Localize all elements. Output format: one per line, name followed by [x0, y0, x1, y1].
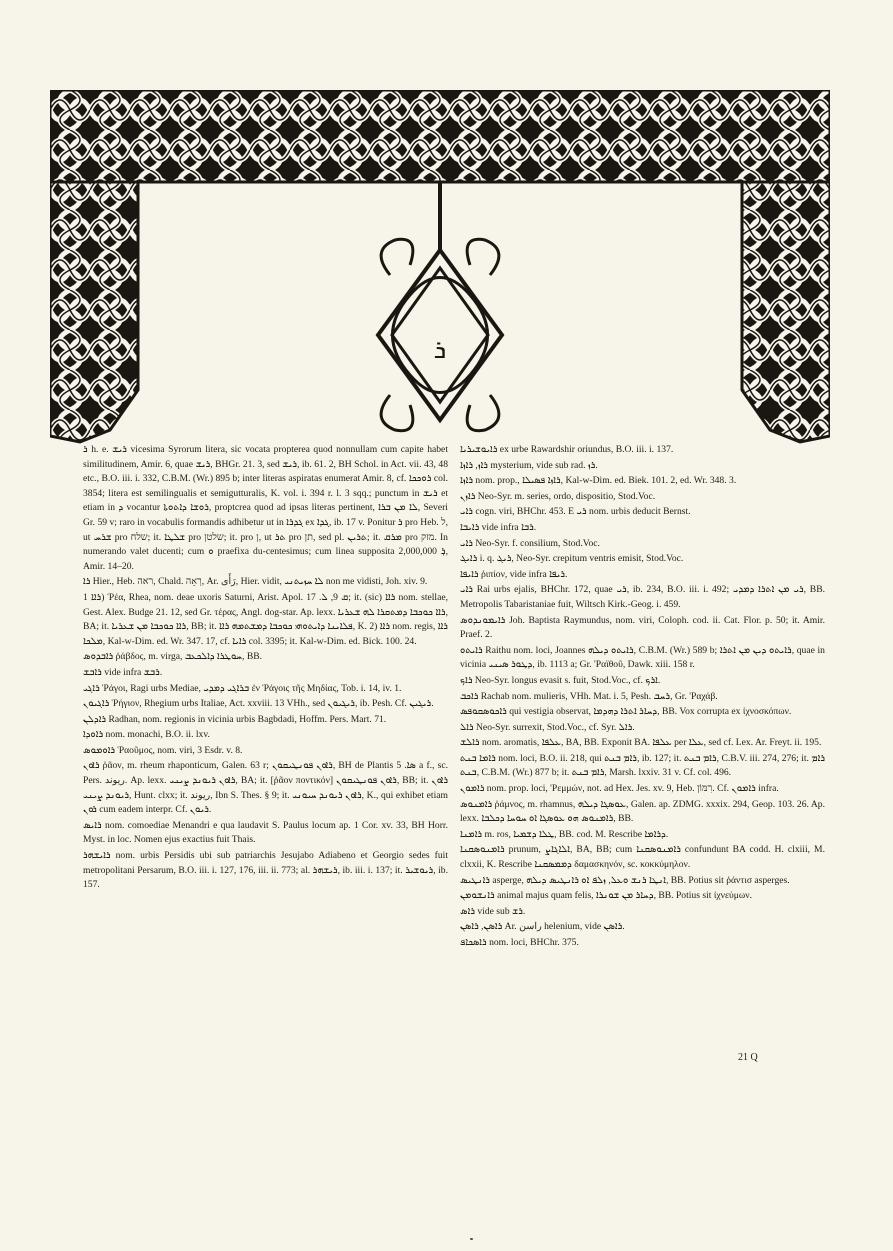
lexicon-entry: ܪܐܢܛܝܣ asperge, ܐܢܛܐ ܪܢܫ ܘܥܠ, ܙܠܦ ܐܘ ܪܐܢܛܝܣ ܕܝܠܗ, BB. Potius sit ῥάντισ asperges. [460, 874, 790, 886]
left-column [83, 443, 448, 893]
lexicon-entry: ܪܐܣ vide sub ܪܫ. [460, 905, 526, 917]
lexicon-entry: ܪܐܝܣ nom. comoediae Menandri e qua laudavit S. Paulus locum ap. 1 Cor. xv. 33, BH Horr. Myst. in loc. Nomen ejus exactius fuit Thais. [83, 819, 448, 846]
lexicon-entry: ܪܐܝܘܫܝܪܝܐ ex urbe Rawardshir oriundus, B.O. iii. i. 137. [460, 444, 674, 455]
lexicon-entry: ܪܐܙܐ nom. prop., ܪܐܙܐ ܦܣܝܠܐ, Kal-w-Dim. ed. Biek. 101. 2, ed. Wr. 348. 3. [460, 475, 737, 487]
lexicon-entry: ܪܐܝ cogn. viri, BHChr. 453. E ܪܝ nom. urbis deducit Bernst. [460, 506, 691, 518]
lexicon-entry: ܪܐܝܒܐ vide infra ܪܒܐ. [460, 521, 537, 533]
lexicon-entry: ܪܐܝܡܘܢܕܘܣ Joh. Baptista Raymundus, nom. viri, Coloph. cod. ii. Cat. Flor. p. 50; it. Amir. Praef. 2. [460, 614, 825, 641]
ornament-centre-letter: ܪ [433, 335, 447, 365]
interlace-headpiece-ornament [50, 90, 830, 460]
lexicon-entry: ܪܐܕܠܢ Radhan, nom. regionis in vicinia urbis Bagbdadi, Hoffm. Pers. Mart. 71. [83, 713, 387, 725]
lexicon-entry: ܪܐܡܢܘܣܩܢܐ prunum, ܐܠܐܓܐܨ, BA, BB; cum ܪܐܡܢܘܣܩܢܐ confundunt BA codd. H. clxiii, M. clxxii, K. Rescribe ܕܡܡܣܩܢܐ δαμασκηνόν, sc. κοκκύμηλον. [460, 844, 825, 871]
lexicon-entry: ܪܐܓܝܘܢ Ῥήγιον, Rhegium urbs Italiae, Act. xxviii. 13 VHh., sed ܪܝܓܝܘܢ, ib. Pesh. Cf. ܪܝܓܝܢ. [83, 698, 434, 710]
lexicon-entry: ܪܐܝܬܘ Raithu nom. loci, Joannes ܪܐܝܬܘ ܕܝܠܗ, C.B.M. (Wr.) 589 b; ܪܐܝܬܘ ܕܝܢ ܡܢ ܐܬܪܐ, quae in vicinia ܕܛܘܪ ܣܝܢܝ, ib. 1113 a; Gr. 'Ραϊθοῦ, Dawk. xiii. 158 r. [460, 644, 825, 671]
lexicon-entry: ܪܐܒܕܘܣ ῥάβδος, m. virga, ܚܘܛܪܐ ܕܐܠܟܥܒ, BB. [83, 651, 263, 663]
lexicon-entry: ܪܐܘܕܐ nom. monachi, B.O. ii. lxv. [83, 729, 210, 741]
lexicon-entry: ܪܐܣܟܐܦ nom. loci, BHChr. 375. [460, 937, 579, 948]
lexicon-entry: ܪܐܝܓ i. q. ܪܝܓ, Neo-Syr. crepitum ventris emisit, Stod.Voc. [460, 553, 684, 565]
page-number: 21 Q [738, 1052, 758, 1063]
ink-speck [470, 1238, 473, 1240]
lexicon-entry: ܪܐܟ Neo-Syr. longus evasit s. fuit, Stod.Voc., cf. ܐܪܟ. [460, 674, 661, 686]
lexicon-entry: ܪܐܣܢ, ܪܐܣܢ Ar. راسن helenium, vide ܪܐܣܢ. [460, 921, 625, 933]
lexicon-entry: ܪܐܡܢܐ m. ros, ܛܠܐ ܕܫܡܝܐ, BB. cod. M. Rescribe ܕܪܐܡܐ. [460, 828, 669, 840]
lexicon-entry: ܪܐܝܫܗܪ nom. urbis Persidis ubi sub patriarchis Jesujabo Adiabeno et Georgio sedes fuit metropolitani Persarum, B.O. iii. i. 127, 176, iii. ii. 773; al. ܪܝܫܗܪ, ib. iii. i. 137; it. ܪܝܘܫܝܪ, ib. 157. [83, 850, 448, 891]
lexicon-entry: ܪܐܡܘܢ nom. prop. loci, 'Ρεμμών, not. ad Hex. Jes. xv. 9, Heb. רִמּוֹן. Cf. ܪܐܡܘܢ infra. [460, 783, 779, 795]
lexicon-entry: ܪܐܓܝ Ῥάγοι, Ragi urbs Mediae, ܒܪܐܓܝ ܕܡܕܝ ἐν Ῥάγοις τῆς Μηδίας, Tob. i. 14, iv. 1. [83, 682, 402, 694]
lexicon-entry: ܪܐܒܫ vide infra ܪܒܫ. [83, 666, 163, 678]
lexicon-entry: ܪܐܝ Rai urbs ejalis, BHChr. 172, quae ܪܝ, ib. 234, B.O. iii. i. 492; ܪܝ ܡܢ ܐܬܪܐ ܕܡܕܝ, BB. Metropolis Tabaristaniae fuit, Wiltsch Kirk.-Geog. i. 459. [460, 584, 826, 610]
lexicon-entry: ܪܐܟܒ Rachab nom. mulieris, VHh. Mat. i. 5, Pesh. ܪܚܒ, Gr. 'Ραχάβ. [460, 690, 718, 702]
lexicon-entry: ܪ h. e. ܪܝܫ vicesima Syrorum litera, sic vocata propterea quod nonnullam cum capite habet similitudinem, Amir. 6, quae ܪܝܫ, BHGr. 21. 3, sed ܪܝܫ, ib. 61. 2, BH Schol. in Act. vii. 43, 48 etc., B.O. iii. i. 332, C.B.M. (Wr.) 895 b; inter literas aspiratas enumerat Amir. 8, cf. ܪܘܟܟܐ col. 3854; litera est semilingualis et semigutturalis, K. vol. i. 394 r. l. 3 sqq.; punctum in ܪܝܫ et etiam in ܕ vocantur ܪܘܫܐ ܕܐܬܘܬܐ, proptcrea quod ad ipsas literas pertinent, ܠܐ ܡܢ ܒܪܐ, Severi Gr. 59 v; raro in vocabulis formandis adhibetur ut in ܓܕܪܐ ex ܓܕܐ, ib. 17 v. Ponitur ܪ pro Heb. ל, ut ܫܪܚ pro שלח; it. ܫܠܛܐ pro שלטן; it. pro ן, ut ܬܪ pro תן, sed pl. ܬܪܝܢ; it. ܡܪܩ pro מזק. In numerando valet ducenti; cum ܘ praefixa du-centesimus; cum linea supposita ܪ̣ 2,000,000, Amir. 14–20. [83, 444, 449, 572]
lexicon-entry: ܪܐ Hier., Heb. ראה, Chald. רְאָה, Ar. رَأَى, Hier. vidit, ܠܐ ܚܙܝܬܢܝ non me vidisti, Joh. xiv. 9. [83, 576, 428, 588]
lexicon-entry: ܪܐܡܐ ܒܢܬ nom. loci, B.O. ii. 218, qui ܪܐܡ ܒܢܬ, ib. 127; it. ܪܐܡ ܒܢܬ, C.B.V. iii. 274, 276; it. ܪܐܡ ܒܢܬ, C.B.M. (Wr.) 877 b; it. ܪܐܡ ܒܢܬ, Marsh. lxxiv. 31 v. Cf. col. 496. [460, 752, 825, 779]
lexicon-entry: ܪܐܘܡܘܣ Ῥαοῦμος, nom. viri, 3 Esdr. v. 8. [83, 744, 243, 756]
lexicon-entry: ܪܐܝܦܐ ῥιπίον, vide infra ܪܝܦܐ. [460, 568, 568, 580]
lexicon-entry: ܪܐܢܫܘܡܢ animal majus quam felis, ܕܚܐܪ ܡܢ ܫܘܢܪܐ, BB. Potius sit ἰχνεύμων. [460, 890, 752, 902]
lexicon-entry: ܪܐܙܢ Neo-Syr. m. series, ordo, dispositio, Stod.Voc. [460, 490, 656, 502]
lexicon-entry: ܪܐܙ, ܪܐܙܐ mysterium, vide sub rad. ܪܙ. [460, 459, 598, 471]
lexicon-entry: ܪܐܡܢܘܣ ῥάμνος, m. rhamnus, ܥܘܣܓܐ ܕܝܠܗ, Galen. ap. ZDMG. xxxix. 294, Geop. 103. 26. Ap. lexx. ܪܐܡܢܘܣ ܗܘ ܥܘܣܓܐ ܐܘ ܚܘܚܐ ܕܟܠܒܐ, BB. [460, 798, 826, 825]
lexicon-entry: ܪܐܝ Neo-Syr. f. consilium, Stod.Voc. [460, 537, 600, 549]
lexicon-entry: ܪܐܟܘܣܩܘܦܣ qui vestigia observat, ܕܚܐܪ ܐܬܪܐ ܕܗܕܡܐ, BB. Vox corrupta ex ἰχνοσκόπων. [460, 706, 792, 718]
lexicon-entry: ܪܐܠ Neo-Syr. surrexit, Stod.Voc., cf. Syr. ܪܐܠ. [460, 721, 635, 733]
lexicon-entry: ܪܐܘܢ ῥᾶον, m. rheum rhaponticum, Galen. 63 r; ܪܐܘܢ ܦܘܢܛܝܩܘܢ, BH de Plantis ܣܐ. 5 a f., sc. Pers. ريوند. Ap. lexx. ܪܐܘܢ ܪܝܘܢܕ ܨܝܢܝ, BA; it. [ῥᾶον ποντικόν] ܪܐܘܢ ܦܘܢܛܝܩܘܢ, BB; it. ܪܐܘܢ ܪܝܘܢܕ ܨܝܢܝ, Hunt. clxx; it. ريوند, Ibn S. Thes. § 9; it. ܪܐܘܢ ܪܝܘܢܕ ܚܝܘܢܝ, K., qui exhibet etiam ܪܘܢ cum eadem interpr. Cf. ܪܝܘܢ. [83, 760, 448, 816]
right-column [460, 443, 825, 951]
lexicon-entry: ܪܐܐ 1) Ῥέα, Rhea, nom. deae uxoris Saturni, Arist. Apol. ܩ 9, ܠ. 17; it. (sic) ܪܐܐ nom. stellae, Gest. Alex. Budge 21. 12, sed Gr. τέρας, Angl. dog-star. Ap. lexx. ܪܐܐ ܟܘܟܒܐ ܕܡܬܩܪܐ ܠܗ ܫܥܪܝܐ, BA; it. ܪܐܐ ܟܘܟܒܐ ܡܢ ܫܥܪܝܐ, BB; it. ܦܠܐܝܢܐ ܕܐܝܬܘܗܝ ܟܘܟܒܐ ܕܡܫܬܡܗ ܪܐܐ, K. 2) ܪܐܐ nom. regis, ܪܐܐ ܡܠܟܐ, Kal-w-Dim. ed. Wr. 347. 17, cf. ܪܐܝܐ col. 3395; it. Kal-w-Dim. ed. Bick. 100. 24. [83, 591, 449, 647]
lexicon-entry: ܪܐܠܫ nom. aromatis, ܥܠܦܐ, BA, BB. Exponit BA. ܥܠܦܐ per ܥܠܐ, sed cf. Lex. Ar. Freyt. ii. 195. [460, 737, 822, 749]
